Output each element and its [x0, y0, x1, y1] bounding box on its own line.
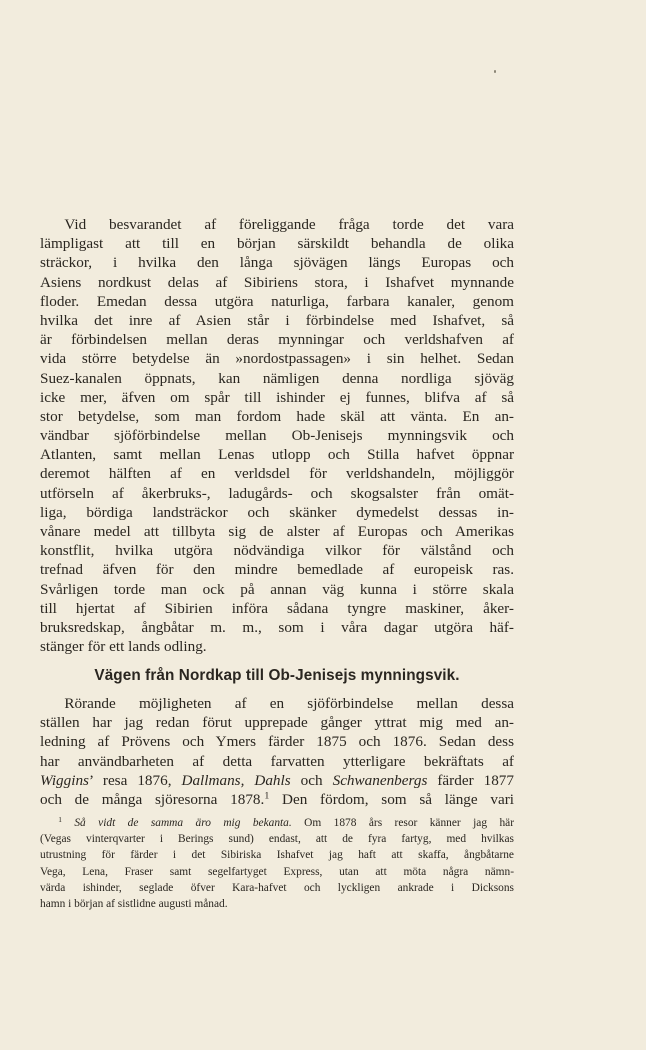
text-line: Rörande möjligheten af en sjöförbindelse mellan dessa [64, 695, 514, 712]
text-line: ställen har jag redan förut upprepade gånger yttrat mig med an- [40, 714, 514, 732]
text-line: utförseln af åkerbruks-, ladugårds- och skogsalster från omät- [40, 484, 514, 502]
footnote-line: Vega, Lena, Fraser samt segelfartyget Express, utan att möta några nämn- [40, 865, 514, 878]
name-wiggins: Wiggins [40, 771, 89, 789]
section-heading: Vägen från Nordkap till Ob-Jenisejs mynningsvik. [94, 667, 460, 684]
footnote-line: värda ishinder, seglade öfver Kara-hafvet och lyckligen ankrade i Dicksons [40, 881, 514, 894]
footnote-line: hamn i början af sistlidne augusti månad. [40, 897, 228, 910]
text-line: trefnad äfven för den mindre bemedlade af europeisk ras. [40, 561, 514, 579]
text-line: Suez-kanalen öppnats, kan nämligen denna nordliga sjöväg [40, 369, 514, 387]
text-line: har användbarheten af detta farvatten ytterligare bekräftats af [40, 752, 514, 770]
text-line: stänger för ett lands odling. [40, 638, 207, 656]
footnote-line: utrustning för färder i det Sibiriska Ishafvet jag haft att skaffa, ångbåtarne [40, 849, 514, 862]
name-dallmans-dahls: Dallmans, Dahls [181, 771, 291, 789]
text-run: ’ resa 1876, [88, 771, 182, 789]
text-line: hvilka det inre af Asien står i förbindelse med Ishafvet, så [40, 311, 514, 329]
text-line [40, 771, 514, 790]
name-schwanenbergs: Schwanenbergs [332, 771, 428, 789]
text-run: Om 1878 års resor känner jag här [291, 817, 514, 829]
text-line: deremot hälften af en verldsdel för verldshandeln, möjliggör [40, 465, 514, 483]
text-line: konstflit, hvilka utgöra nödvändiga vilkor för välstånd och [40, 542, 514, 560]
footnote-italic: Så vidt de samma äro mig bekanta. [74, 817, 292, 829]
footnote-line [40, 815, 514, 831]
text-line: till hjertat af Sibirien införa sådana tyngre maskiner, åker- [40, 599, 514, 617]
text-line: stor betydelse, som man fordom hade skäl att vänta. En an- [40, 407, 514, 425]
text-run: och de många sjöresorna 1878. [40, 790, 265, 808]
text-line: Atlanten, samt mellan Lenas utlopp och Stilla hafvet öppnar [40, 446, 514, 464]
paper-speck [494, 70, 496, 73]
text-line: Asiens nordkust delas af Sibiriens stora, i Ishafvet mynnande [40, 273, 514, 291]
text-run: färder 1877 [427, 771, 514, 789]
text-line: liga, bördiga landsträckor och skänker dymedelst dessas in- [40, 503, 514, 521]
text-line: vida större betydelse än »nordostpassagen» i sin helhet. Sedan [40, 350, 514, 368]
text-line: vånare medel att tillbyta sig de alster af Europas och Amerikas [40, 523, 514, 540]
paragraph-intro [40, 215, 514, 656]
text-line: Vid besvarandet af föreliggande fråga torde det vara [64, 216, 514, 233]
text-run: Den fördom, som så länge vari [269, 790, 514, 808]
text-line: floder. Emedan dessa utgöra naturliga, farbara kanaler, genom [40, 292, 514, 310]
footnote [40, 815, 514, 912]
text-run: och [290, 771, 333, 789]
text-line: Svårligen torde man ock på annan väg kunna i större skala [40, 580, 514, 598]
text-line: bruksredskap, ångbåtar m. m., som i våra dagar utgöra häf- [40, 618, 514, 636]
text-line: sträckor, i hvilka den långa sjövägen längs Europas och [40, 254, 514, 272]
text-line: vändbar sjöförbindelse mellan Ob-Jenisejs mynningsvik och [40, 427, 514, 445]
paragraph-route [40, 694, 514, 809]
text-line: ledning af Prövens och Ymers färder 1875 och 1876. Sedan dess [40, 733, 514, 751]
text-line: är förbindelsen mellan deras mynningar och verldshafven af [40, 331, 514, 349]
text-line [40, 790, 514, 809]
footnote-reference: 1 [264, 790, 270, 802]
footnote-mark: 1 [58, 814, 62, 824]
footnote-line: (Vegas vinterqvarter i Berings sund) endast, att de fyra fartyg, med hvilkas [40, 833, 514, 846]
text-line: icke mer, äfven om spår till ishinder ej funnes, blifva af så [40, 388, 514, 406]
text-line: lämpligast att till en början särskildt behandla de olika [40, 235, 514, 253]
